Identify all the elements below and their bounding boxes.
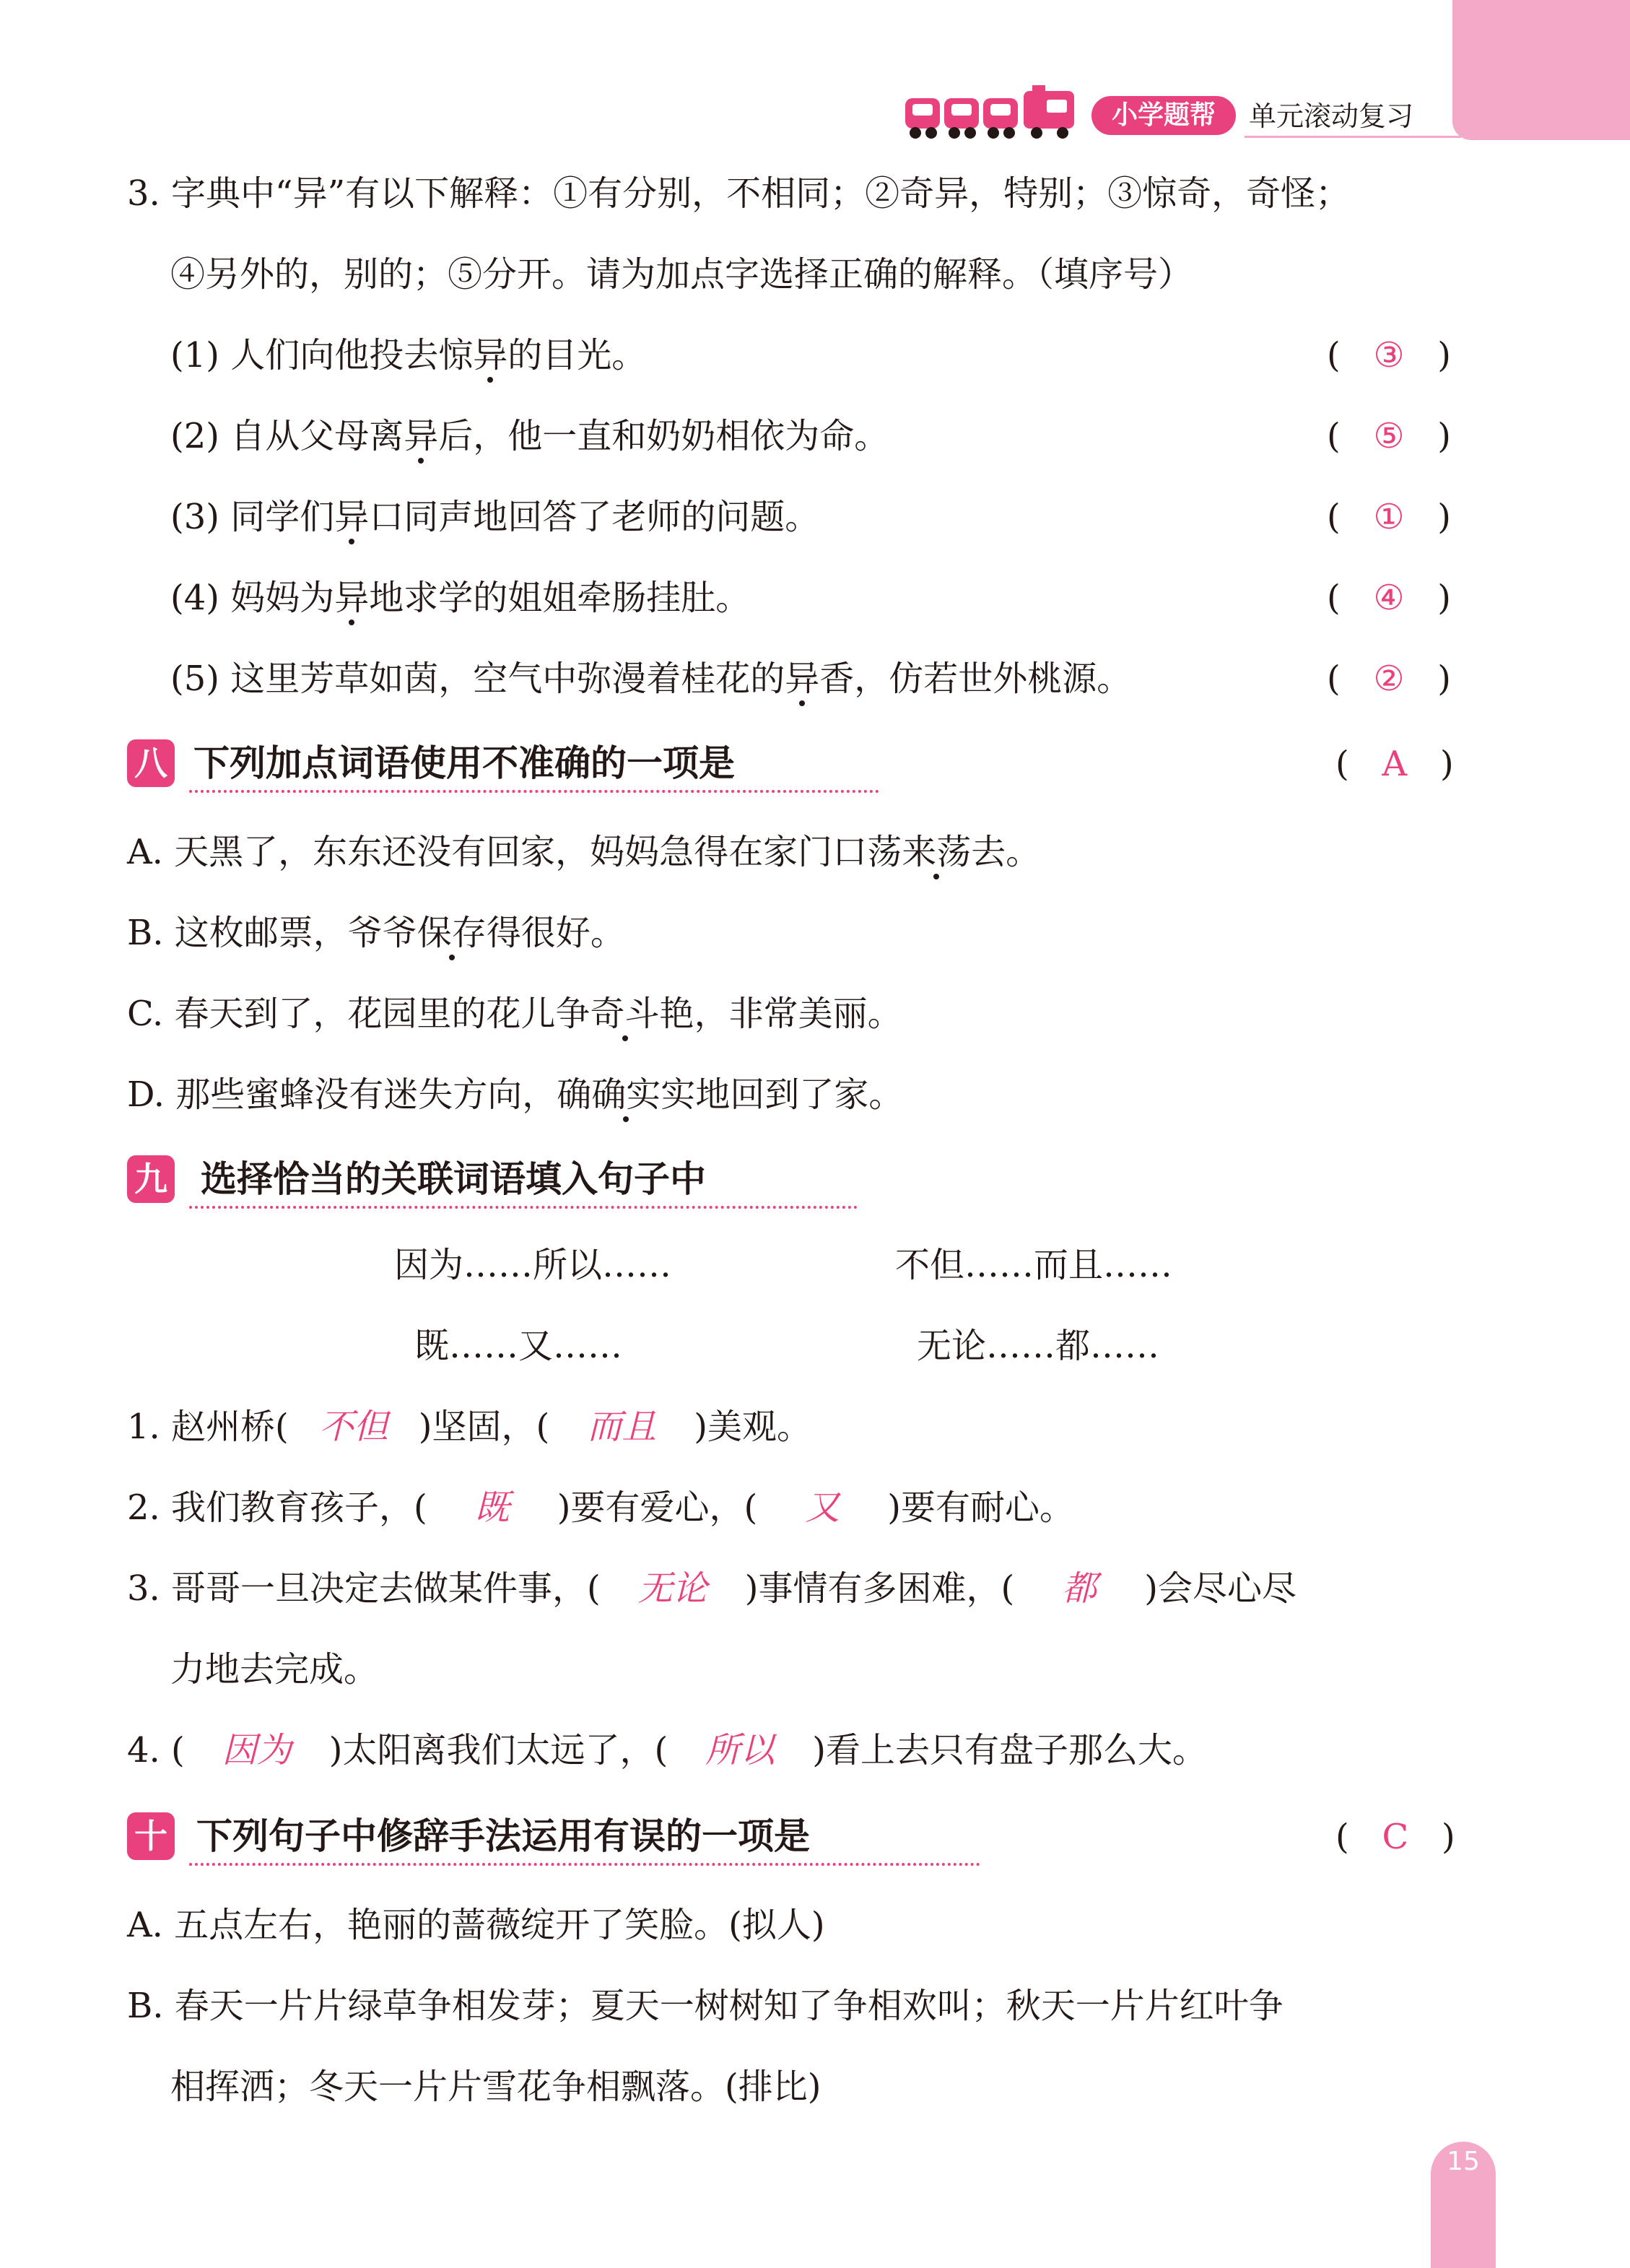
corner-tab xyxy=(1452,0,1630,140)
word-option-2: 不但……而且…… xyxy=(895,1245,1173,1285)
brand-label: 小学题帮 xyxy=(1091,96,1236,135)
section-9-q3: 3. 哥哥一旦决定去做某件事，( 无论 )事情有多困难，( 都 )会尽心尽 xyxy=(127,1568,1296,1609)
word-option-1: 因为……所以…… xyxy=(394,1245,672,1285)
q3-intro-line1: 3. 字典中“异”有以下解释：①有分别，不相同；②奇异，特别；③惊奇，奇怪； xyxy=(127,173,1351,214)
train-icon xyxy=(902,85,1083,143)
word-option-4: 无论……都…… xyxy=(917,1326,1160,1366)
section-10-answer: ( C ) xyxy=(1335,1817,1455,1857)
word-option-3: 既……又…… xyxy=(414,1326,623,1366)
section-9-q2: 2. 我们教育孩子，( 既 )要有爱心，( 又 )要有耐心。 xyxy=(127,1487,1074,1528)
q3-item-5: (5) 这里芳草如茵，空气中弥漫着桂花的异香，仿若世外桃源。 xyxy=(170,659,1132,699)
section-9-badge: 九 xyxy=(127,1155,175,1203)
section-9-title: 选择恰当的关联词语填入句子中 xyxy=(201,1158,706,1200)
q3-intro-line2: ④另外的，别的；⑤分开。请为加点字选择正确的解释。（填序号） xyxy=(170,254,1193,295)
section-8-option-d: D. 那些蜜蜂没有迷失方向，确确实实地回到了家。 xyxy=(127,1074,904,1115)
section-8-option-b: B. 这枚邮票，爷爷保存得很好。 xyxy=(127,913,625,953)
q3-answer-2: ( ⑤ ) xyxy=(1327,416,1452,456)
q3-answer-3: ( ① ) xyxy=(1327,497,1452,537)
section-10-badge: 十 xyxy=(127,1812,175,1860)
q3-item-3: (3) 同学们异口同声地回答了老师的问题。 xyxy=(170,497,820,537)
answer-value: ① xyxy=(1373,497,1405,537)
q3-item-2: (2) 自从父母离异后，他一直和奶奶相依为命。 xyxy=(170,416,889,456)
section-8-underline xyxy=(189,790,879,793)
header-subtitle: 单元滚动复习 xyxy=(1249,100,1414,132)
answer-value: ③ xyxy=(1373,335,1405,375)
answer-value: ④ xyxy=(1373,578,1405,618)
section-9-q1: 1. 赵州桥( 不但 )坚固，( 而且 )美观。 xyxy=(127,1407,811,1447)
page-number: 15 xyxy=(1447,2147,1480,2176)
answer-value: ⑤ xyxy=(1373,416,1405,456)
header-divider xyxy=(1245,136,1461,138)
section-10-underline xyxy=(189,1863,980,1866)
section-9-q4: 4. ( 因为 )太阳离我们太远了，( 所以 )看上去只有盘子那么大。 xyxy=(127,1730,1207,1770)
section-8-title: 下列加点词语使用不准确的一项是 xyxy=(193,742,735,784)
section-8-badge: 八 xyxy=(127,739,175,787)
q3-item-4: (4) 妈妈为异地求学的姐姐牵肠挂肚。 xyxy=(170,578,751,618)
section-9-q3-cont: 力地去完成。 xyxy=(170,1649,379,1690)
q3-answer-4: ( ④ ) xyxy=(1327,578,1452,618)
section-10-option-b: B. 春天一片片绿草争相发芽；夏天一树树知了争相欢叫；秋天一片片红叶争 xyxy=(127,1986,1283,2026)
q3-item-1: (1) 人们向他投去惊异的目光。 xyxy=(170,335,647,375)
answer-value: ② xyxy=(1373,659,1405,699)
section-10-option-a: A. 五点左右，艳丽的蔷薇绽开了笑脸。(拟人) xyxy=(127,1905,825,1945)
section-8-answer: ( A ) xyxy=(1335,744,1454,784)
section-10-title: 下列句子中修辞手法运用有误的一项是 xyxy=(196,1815,810,1857)
q3-answer-5: ( ② ) xyxy=(1327,659,1452,699)
section-10-option-b-cont: 相挥洒；冬天一片片雪花争相飘落。(排比) xyxy=(170,2067,821,2107)
section-9-underline xyxy=(189,1206,858,1209)
section-8-option-a: A. 天黑了，东东还没有回家，妈妈急得在家门口荡来荡去。 xyxy=(127,832,1041,872)
q3-answer-1: ( ③ ) xyxy=(1327,335,1452,375)
section-8-option-c: C. 春天到了，花园里的花儿争奇斗艳，非常美丽。 xyxy=(127,994,902,1034)
answer-value: A xyxy=(1382,744,1408,784)
answer-value: C xyxy=(1382,1817,1409,1857)
